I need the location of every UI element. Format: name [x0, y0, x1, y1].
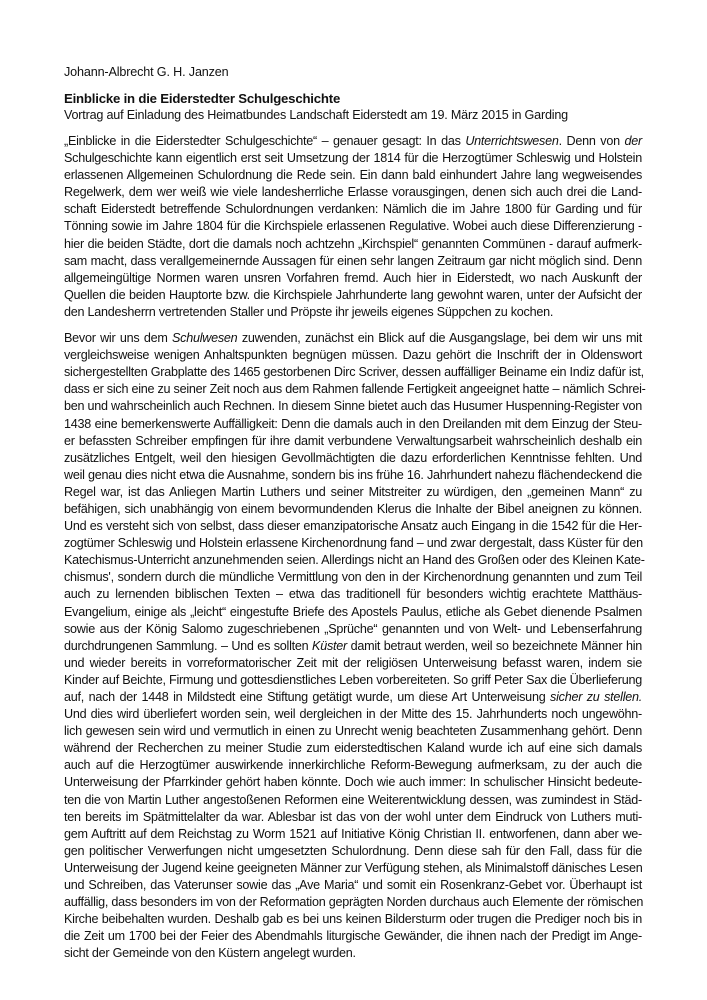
text-line — [64, 347, 642, 364]
paragraph — [64, 133, 642, 321]
text-line — [64, 484, 642, 501]
text-run: Katechismus-Unterricht anzunehmenden seien. Allerdings nicht an Hand des Großen oder des Kleinen Kate- — [64, 553, 645, 568]
emphasized-text: Küster — [312, 638, 347, 653]
text-line — [64, 381, 646, 398]
text-run: Evangelium, einige als „leicht“ eingestufte Briefe des Apostels Paulus, etliche als Gebet dienende Psalmen — [64, 604, 642, 619]
text-line — [64, 253, 642, 270]
emphasized-text: Schulwesen — [172, 331, 238, 346]
emphasized-text: Unterrichtswesen — [465, 134, 559, 148]
paragraph — [64, 330, 646, 962]
text-line — [64, 304, 642, 321]
text-run: Und es versteht sich von selbst, dass dieser emanzipatorische Ansatz auch Eingang in die 1542 für die Her- — [64, 519, 642, 534]
text-line — [64, 552, 645, 569]
document-title: Einblicke in die Eiderstedter Schulgeschichte — [64, 91, 341, 106]
emphasized-text: der — [624, 134, 642, 148]
text-line — [64, 655, 642, 672]
text-run: Regel war, ist das Anliegen Martin Luthers und seiner Mitstreiter zu würdigen, den „gemeinen Mann“ zu — [64, 484, 642, 499]
text-run: Unterweisung der Jugend keine geeigneten Männer zur Verfügung stehen, als Minimalstoff dänisches Lesen — [64, 860, 643, 875]
text-run: gem Auftritt auf dem Reichstag zu Worm 1521 auf Initiative König Christian II. entworfenen, dann aber we- — [64, 826, 642, 841]
text-run: durchdrungenen Sammlung. – Und es sollten — [64, 638, 313, 653]
text-run: chismus', sondern durch die mündliche Vermittlung von den in der Kirchenordnung genannten und zum Teil — [64, 570, 642, 585]
text-run: während der Recherchen zu meiner Studie zum eiderstedtischen Kaland wurde ich auf eine sich damals — [64, 741, 642, 756]
text-run: sicht der Gemeinde von den Küstern angelegt wurden. — [64, 946, 356, 961]
text-run: Schulgeschichte kann eigentlich erst seit Umsetzung der 1814 für die Herzogtümer Schleswig und Holstein — [64, 151, 642, 166]
text-run: und Schreiben, das Vaterunser sowie das „Ave Maria“ und somit ein Rosenkranz-Gebet vor. Überhaupt ist — [64, 878, 642, 893]
text-run: zuwenden, zunächst ein Blick auf die Ausgangslage, bei dem wir uns mit — [237, 331, 642, 346]
text-run: 1438 eine bemerkenswerte Auffälligkeit: Denn die damals auch in den Dreilanden mit dem Einzug der Steu- — [64, 416, 642, 431]
text-line — [64, 860, 642, 877]
author-name: Johann-Albrecht G. H. Janzen — [64, 65, 229, 79]
text-run: Und dies wird überliefert worden sein, weil dergleichen in der Mitte des 15. Jahrhunderts noch ungewöhn- — [64, 707, 642, 722]
text-line — [64, 167, 642, 184]
text-line — [64, 133, 642, 150]
text-run: gen politischer Verwerfungen nicht umgesetzten Schulordnung. Denn diese sah für den Fall, dass für die — [64, 843, 642, 858]
text-run: ten bereits im Spätmittelalter da war. Ablesbar ist das von der wohl unter dem Eindruck von Luthers muti- — [64, 809, 642, 824]
text-line — [64, 843, 642, 860]
text-line — [64, 501, 642, 518]
text-line — [64, 287, 642, 304]
text-line — [64, 826, 642, 843]
text-run: lich gewesen sein wird und vermutlich in einen zu Unrecht wenig beachteten Zusammenhang gehört. Denn — [64, 724, 642, 739]
text-line — [64, 672, 642, 689]
text-line — [64, 236, 642, 253]
text-line — [64, 450, 642, 467]
text-run: Kirche beibehalten wurden. Deshalb gab es bei uns keinen Bildersturm oder trugen die Prediger noch bis in — [64, 912, 642, 927]
text-run: . Denn von — [558, 134, 625, 148]
text-run: auch zu lernenden biblischen Texten – etwa das traditionell für besonders wichtig erachtete Matthäus- — [64, 587, 642, 602]
text-run: schaft Eiderstedt betreffende Schulordnungen verdanken: Nämlich die im Jahre 1800 für Garding und für — [64, 202, 642, 217]
text-line — [64, 218, 642, 235]
text-run: die Zeit um 1700 bei der Feier des Abendmahls liturgische Gewänder, die ihnen nach der Predigt im Ange- — [64, 929, 642, 944]
text-run: Quellen die beiden Hauptorte bzw. die Kirchspiele Jahrhunderte lang gewohnt waren, unter der Aufsicht der — [64, 287, 642, 302]
text-run: sowie aus der König Salomo zugeschriebenen „Sprüche“ genannten und von Welt- und Lebenserfahrung — [64, 621, 642, 636]
text-line — [64, 877, 642, 894]
text-run: sam macht, dass verallgemeinernde Aussagen für einen sehr langen Zeitraum gar nicht möglich sind. Denn — [64, 253, 642, 268]
text-line — [64, 638, 642, 655]
text-run: vergleichsweise wenigen Anhaltspunkten begnügen müssen. Dazu gehört die Inschrift der in Oldenswort — [64, 348, 642, 363]
text-run: allgemeingültige Normen waren unsren Vorfahren fremd. Auch hier in Eiderstedt, wo nach Auskunft der — [64, 270, 642, 285]
text-run: „Einblicke in die Eiderstedter Schulgeschichte“ – genauer gesagt: In das — [64, 134, 466, 148]
text-line — [64, 706, 642, 723]
text-run: ten die von Martin Luther angestoßenen Reformen eine Weiterentwicklung dessen, was zumindest in Städ- — [64, 792, 642, 807]
text-line — [64, 945, 642, 962]
text-run: befähigen, sich unabhängig von einem bevormundenden Klerus die Inhalte der Bibel aneignen zu können. — [64, 501, 642, 516]
text-line — [64, 416, 642, 433]
text-line — [64, 621, 642, 638]
text-line — [64, 911, 642, 928]
text-run: sichergestellten Grabplatte des 1465 gestorbenen Dirc Scriver, dessen auffälliger Beiname ein Indiz dafür ist, — [64, 365, 644, 380]
text-run: auf, nach der 1448 in Mildstedt eine Stiftung getätigt wurde, um diese Art Unterweisung — [64, 690, 551, 704]
text-run: zusätzliches Entgelt, weil den hiesigen Gevollmächtigten die dazu erforderlichen Kenntnisse fehlten. Und — [64, 450, 642, 465]
document-page — [64, 64, 646, 972]
text-line — [64, 569, 642, 586]
body-text — [64, 133, 646, 963]
text-line — [64, 150, 642, 167]
text-run: er befassten Schreiber empfingen für ihre damit verbundene Verwaltungsarbeit wahrscheinlich deshalb ein — [64, 433, 642, 448]
text-run: erlassenen Allgemeinen Schulordnung die Rede sein. Ein dann bald einhundert Jahre lang wegweisendes — [64, 168, 642, 183]
text-run: Bevor wir uns dem — [64, 331, 173, 346]
text-run: weil genau dies nicht etwa die Ausnahme, sondern bis ins frühe 16. Jahrhundert nahezu flächendeckend die — [64, 467, 642, 482]
text-line — [64, 518, 642, 535]
text-line — [64, 184, 642, 201]
text-line — [64, 604, 642, 621]
text-run: den Landesherrn vertretenden Staller und Pröpste ihr jeweils eigenes Süppchen zu kochen. — [64, 304, 554, 319]
text-line — [64, 433, 642, 450]
text-line — [64, 740, 642, 757]
text-line — [64, 201, 642, 218]
text-run: Tönning sowie im Jahre 1804 für die Kirchspiele erlassenen Regulative. Wobei auch diese Differenzierung - — [64, 219, 642, 234]
text-run: Unterweisung der Pfarrkinder gehört haben könnte. Doch wie auch immer: In schulischer Hinsicht bedeute- — [64, 775, 642, 790]
text-line — [64, 364, 642, 381]
document-subtitle: Vortrag auf Einladung des Heimatbundes Landschaft Eiderstedt am 19. März 2015 in Garding — [64, 108, 568, 122]
text-line — [64, 723, 642, 740]
text-line — [64, 792, 642, 809]
emphasized-text: sicher zu stellen. — [550, 690, 643, 704]
text-line — [64, 757, 642, 774]
text-run: damit betraut werden, weil so bezeichnete Männer hin — [346, 638, 642, 653]
text-run: auffällig, dass besonders im von der Reformation geprägten Norden durchaus auch Elemente der römischen — [64, 895, 644, 910]
text-run: auch auf die Herzogtümer auswirkende innerkirchliche Reform-Bewegung aufmerksam, zu der auch die — [64, 758, 642, 773]
text-line — [64, 809, 642, 826]
text-line — [64, 467, 642, 484]
text-line — [64, 535, 642, 552]
text-line — [64, 774, 642, 791]
text-run: und wieder bereits in vorreformatorischer Zeit mit der religiösen Unterweisung befasst waren, indem sie — [64, 655, 642, 670]
text-line — [64, 928, 642, 945]
text-line — [64, 894, 642, 911]
text-run: ben und wahrscheinlich auch Rechnen. In diesem Sinne bietet auch das Husumer Huspenning-Register von — [64, 399, 642, 414]
text-line — [64, 586, 642, 603]
text-run: zogtümer Schleswig und Holstein erlassene Kirchenordnung fand – und zwar dergestalt, dass Küster für den — [64, 536, 643, 551]
text-line — [64, 270, 642, 287]
text-line — [64, 330, 642, 347]
text-run: hier die beiden Städte, dort die damals noch achtzehn „Kirchspiel“ genannten Commünen - darauf aufmerk- — [64, 236, 642, 251]
text-run: dass er sich eine zu seiner Zeit noch aus dem Rahmen fallende Fertigkeit angeeignet hatte – nämlich Schrei- — [64, 382, 646, 397]
text-line — [64, 689, 642, 706]
text-run: Regelwerk, dem wer weiß wie viele landesherrliche Erlasse vorausgingen, denen sich auch drei die Land- — [64, 185, 642, 200]
text-line — [64, 398, 642, 415]
text-run: Kinder auf Beichte, Firmung und gottesdienstliches Leben vorbereiteten. So griff Peter Sax die Überlieferung — [64, 672, 642, 687]
